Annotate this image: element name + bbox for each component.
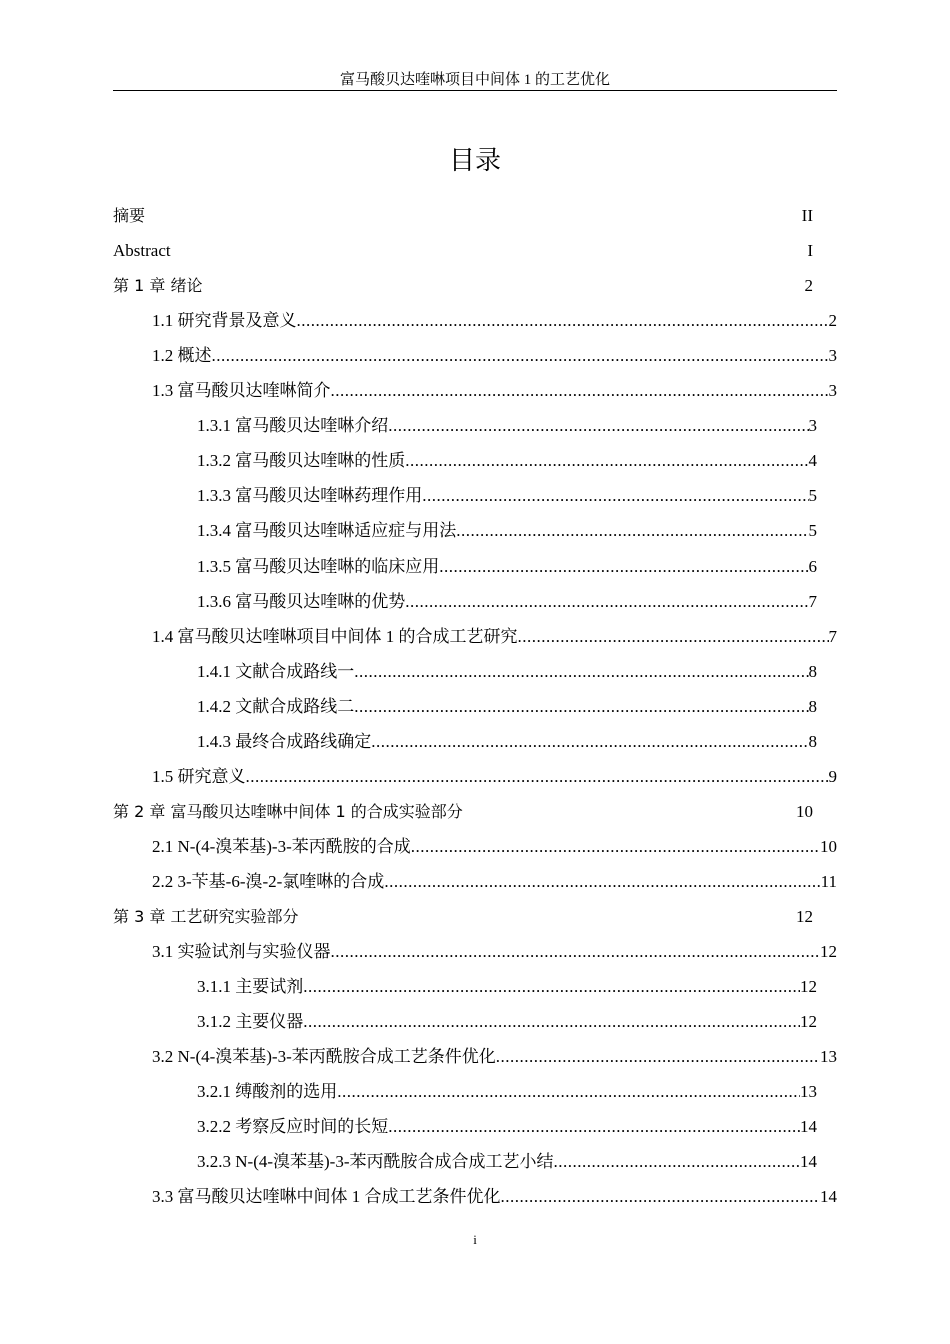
toc-entry-page: 5 [808, 521, 817, 541]
dot-leader [384, 870, 820, 894]
toc-entry[interactable] [197, 555, 817, 579]
toc-entry-page: 8 [808, 661, 817, 681]
toc-entry[interactable] [152, 765, 837, 789]
toc-entry-label: 1.4 富马酸贝达喹啉项目中间体 1 的合成工艺研究 [152, 626, 518, 646]
toc-entry-page: 3 [828, 346, 837, 366]
dot-leader [405, 590, 808, 614]
toc-entry[interactable] [197, 975, 817, 999]
toc-entry[interactable] [113, 204, 813, 228]
toc-entry[interactable] [152, 835, 837, 859]
toc-entry-page: 10 [796, 801, 813, 821]
dot-leader [518, 625, 829, 649]
toc-entry-page: 2 [828, 311, 837, 331]
toc-entry-page: 6 [808, 556, 817, 576]
dot-leader [388, 414, 808, 438]
toc-entry-label: 第 2 章 富马酸贝达喹啉中间体 1 的合成实验部分 [113, 801, 463, 821]
dot-leader [337, 1080, 800, 1104]
dot-leader [246, 765, 829, 789]
dot-leader [554, 1150, 801, 1174]
toc-entry[interactable] [197, 660, 817, 684]
toc-entry-label: 1.3.2 富马酸贝达喹啉的性质 [197, 451, 406, 471]
dot-leader [331, 379, 829, 403]
toc-entry-label: 1.3.6 富马酸贝达喹啉的优势 [197, 591, 406, 611]
toc-entry-label: 1.3.3 富马酸贝达喹啉药理作用 [197, 486, 423, 506]
toc-entry[interactable] [197, 1010, 817, 1034]
dot-leader [422, 484, 808, 508]
toc-entry-page: 10 [820, 836, 837, 856]
toc-entry-page: 12 [796, 907, 813, 926]
toc-entry[interactable] [197, 1080, 817, 1104]
toc-entry-label: 3.2 N-(4-溴苯基)-3-苯丙酰胺合成工艺条件优化 [152, 1047, 496, 1067]
toc-entry-label: 3.1.1 主要试剂 [197, 977, 304, 997]
toc-entry-label: 1.3.5 富马酸贝达喹啉的临床应用 [197, 556, 440, 576]
dot-leader [303, 1010, 800, 1034]
toc-entry-label: 3.1 实验试剂与实验仪器 [152, 942, 331, 962]
toc-entry-page: 3 [828, 381, 837, 401]
toc-entry[interactable] [113, 239, 813, 263]
toc-entry[interactable] [113, 274, 813, 298]
toc-entry-page: 14 [820, 1187, 837, 1207]
toc-entry-page: 8 [808, 731, 817, 751]
toc-entry-page: 7 [828, 626, 837, 646]
toc-title: 目录 [448, 146, 501, 176]
toc-entry-label: 1.3.1 富马酸贝达喹啉介绍 [197, 416, 389, 436]
toc-entry-label: 第 1 章 绪论 [113, 276, 203, 296]
toc-entry[interactable] [152, 379, 837, 403]
toc-entry[interactable] [152, 1185, 837, 1209]
toc-entry-label: 1.3 富马酸贝达喹啉简介 [152, 381, 331, 401]
dot-leader [405, 449, 808, 473]
toc-entry[interactable] [152, 1045, 837, 1069]
toc-entry-page: I [807, 241, 813, 261]
dot-leader [456, 519, 808, 543]
dot-leader [331, 940, 821, 964]
toc-entry[interactable] [197, 414, 817, 438]
dot-leader [371, 730, 808, 754]
toc-entry[interactable] [152, 309, 837, 333]
toc-entry-page: 12 [820, 942, 837, 962]
toc-entry-label: 2.1 N-(4-溴苯基)-3-苯丙酰胺的合成 [152, 836, 411, 856]
toc-entry-page: 14 [800, 1152, 817, 1172]
toc-entry-page: 12 [800, 977, 817, 997]
toc-entry[interactable] [197, 449, 817, 473]
dot-leader [212, 344, 829, 368]
toc-entry[interactable] [113, 905, 813, 929]
toc-entry-page: 9 [828, 766, 837, 786]
dot-leader [496, 1045, 820, 1069]
toc-entry-label: 1.1 研究背景及意义 [152, 311, 297, 331]
toc-entry-label: 1.4.2 文献合成路线二 [197, 696, 355, 716]
toc-entry-page: 12 [800, 1012, 817, 1032]
toc-entry-page: 8 [808, 696, 817, 716]
toc-entry-page: 14 [800, 1117, 817, 1137]
toc-entry-label: 1.4.1 文献合成路线一 [197, 661, 355, 681]
toc-entry-label: 2.2 3-苄基-6-溴-2-氯喹啉的合成 [152, 871, 385, 891]
toc-entry[interactable] [197, 484, 817, 508]
toc-entry[interactable] [197, 1115, 817, 1139]
dot-leader [354, 695, 808, 719]
toc-entry-label: 1.2 概述 [152, 346, 212, 366]
toc-entry-label: 1.4.3 最终合成路线确定 [197, 731, 372, 751]
toc-entry-label: 3.2.2 考察反应时间的长短 [197, 1117, 389, 1137]
toc-entry-label: 3.3 富马酸贝达喹啉中间体 1 合成工艺条件优化 [152, 1187, 501, 1207]
toc-entry-page: 5 [808, 486, 817, 506]
toc-entry-label: 3.2.1 缚酸剂的选用 [197, 1082, 338, 1102]
toc-entry-page: 4 [808, 451, 817, 471]
toc-entry[interactable] [197, 730, 817, 754]
dot-leader [297, 309, 829, 333]
toc-entry[interactable] [197, 590, 817, 614]
toc-entry-page: 13 [820, 1047, 837, 1067]
toc-entry[interactable] [197, 519, 817, 543]
toc-entry-label: 摘要 [113, 206, 146, 225]
dot-leader [501, 1185, 821, 1209]
toc-entry-label: 3.1.2 主要仪器 [197, 1012, 304, 1032]
toc-entry-page: 11 [820, 871, 837, 891]
toc-entry-label: Abstract [113, 241, 171, 261]
dot-leader [411, 835, 820, 859]
dot-leader [354, 660, 808, 684]
toc-entry-page: II [801, 206, 813, 225]
dot-leader [303, 975, 800, 999]
header-divider [113, 90, 837, 91]
toc-entry-page: 3 [808, 416, 817, 436]
toc-entry[interactable] [152, 344, 837, 368]
running-header: 富马酸贝达喹啉项目中间体 1 的工艺优化 [339, 72, 610, 88]
toc-entry-page: 7 [808, 591, 817, 611]
page-number: i [473, 1232, 477, 1247]
toc-entry-label: 1.5 研究意义 [152, 766, 246, 786]
toc-entry[interactable] [197, 1150, 817, 1174]
toc-entry-page: 2 [804, 276, 813, 296]
toc-entry[interactable] [152, 940, 837, 964]
toc-entry[interactable] [152, 870, 837, 894]
dot-leader [388, 1115, 800, 1139]
toc-entry[interactable] [197, 695, 817, 719]
toc-entry[interactable] [152, 625, 837, 649]
dot-leader [439, 555, 808, 579]
toc-entry-page: 13 [800, 1082, 817, 1102]
toc-entry[interactable] [113, 800, 813, 824]
toc-entry-label: 第 3 章 工艺研究实验部分 [113, 907, 299, 926]
toc-entry-label: 3.2.3 N-(4-溴苯基)-3-苯丙酰胺合成合成工艺小结 [197, 1152, 554, 1172]
toc-entry-label: 1.3.4 富马酸贝达喹啉适应症与用法 [197, 521, 457, 541]
